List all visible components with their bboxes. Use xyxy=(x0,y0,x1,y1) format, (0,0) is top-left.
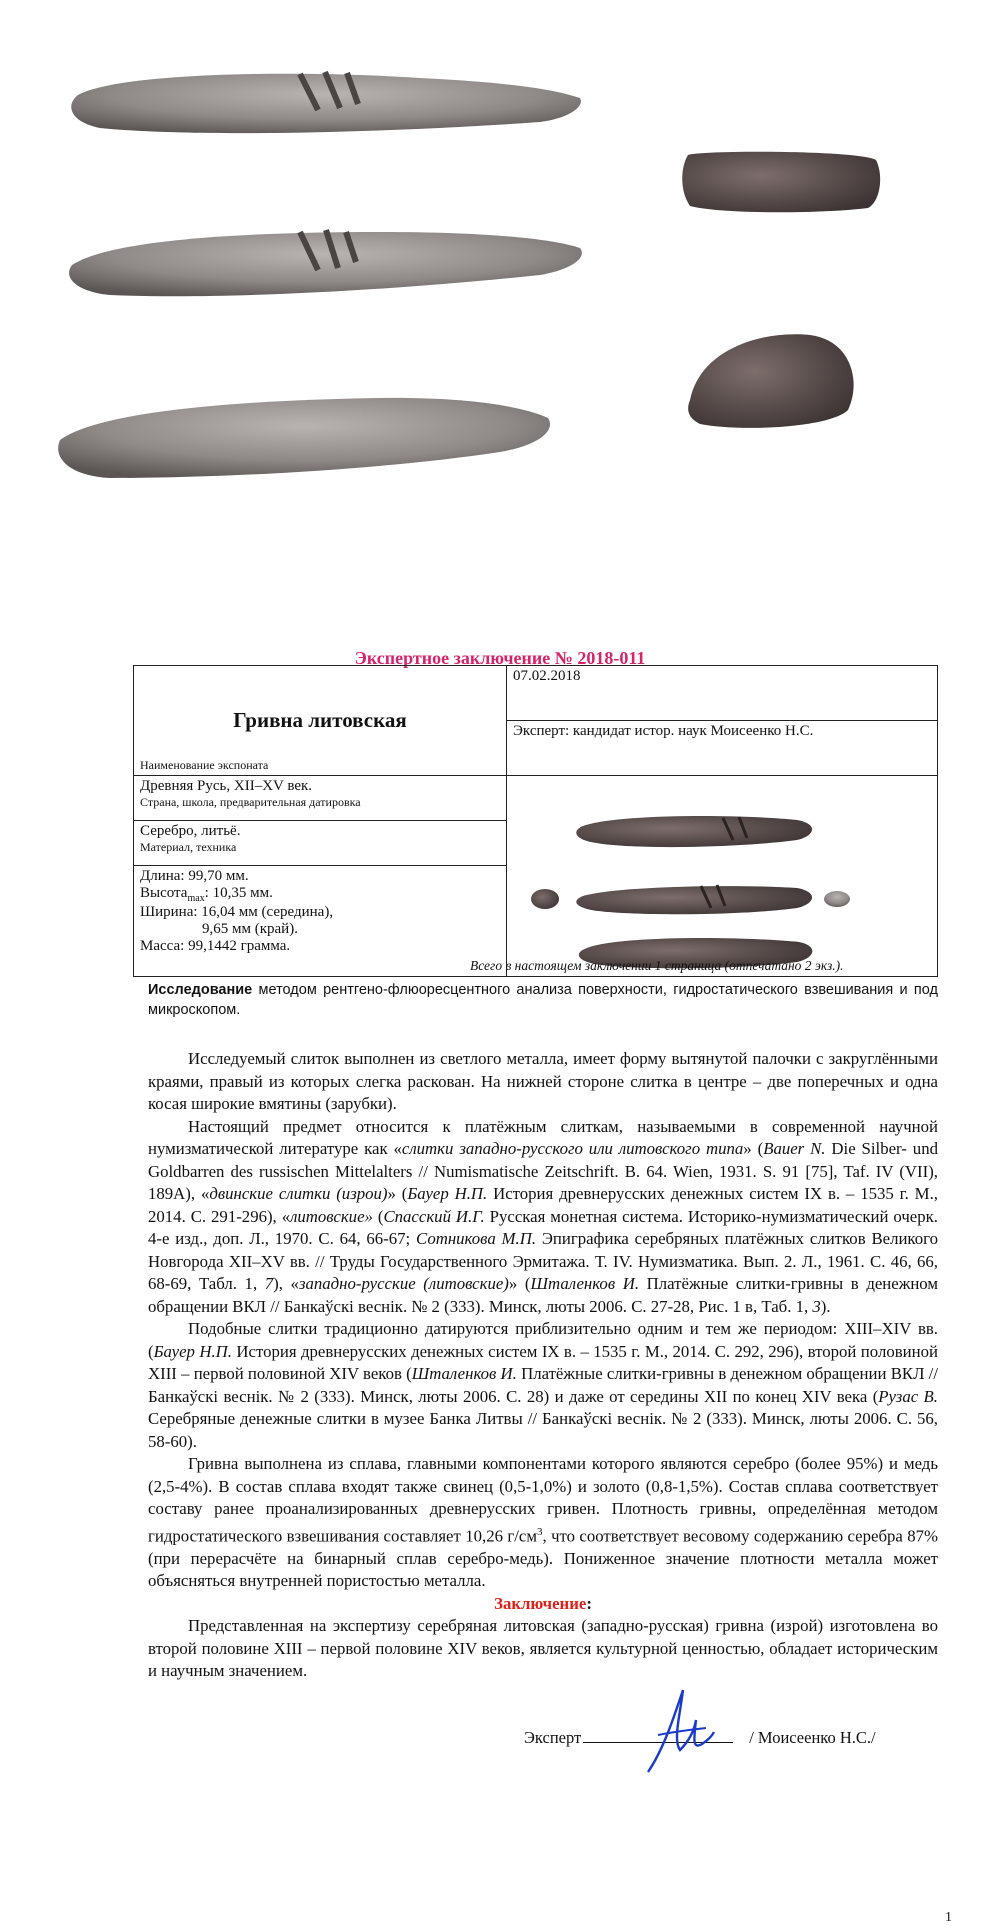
item-name: Гривна литовская xyxy=(233,708,407,732)
paragraph-dating: Подобные слитки традиционно датируются приблизительно одним и тем же периодом: XIII–XIV вв. (Бауер Н.П. История древнерусских денежных систем IX в. – 1535 г. М., 2014. С. 292, 296), второй половиной XIII – первой половиной XIV веков (Шталенков И. Платёжные слитки-гривны в денежном обращении ВКЛ // Банкаўскі веснік. № 2 (333). Минск, люты 2006. С. 28) и даже от середины XII по конец XIV века (Рузас В. Серебряные денежные слитки в музее Банка Литвы // Банкаўскі веснік. № 2 (333). Минск, люты 2006. С. 56, 58-60). xyxy=(148,1319,938,1451)
ingot-photographs xyxy=(0,0,1000,560)
ingot-bottom-view xyxy=(58,398,550,478)
paragraph-composition: Гривна выполнена из сплава, главными компонентами которого являются серебро (более 95%) и медь (2,5-4%). В состав сплава входят также свинец (0,5-1,0%) и золото (0,8-1,5%). Состав сплава соответствует составу ранее проанализированных древнерусских гривен. Плотность гривны, определённая методом гидростатического взвешивания составляет 10,26 $г/см^3$, что соответствует весовому содержанию серебра 87% (при перерасчёте на бинарный сплав серебро-медь). Пониженное значение плотности металла может объясняться внутренней пористостью металла. xyxy=(148,1454,938,1591)
item-card xyxy=(133,665,938,977)
expert-line: Эксперт: кандидат истор. наук Моисеенко Н.С. xyxy=(507,721,938,776)
item-name-caption: Наименование экспоната xyxy=(140,758,269,772)
pages-note: Всего в настоящем заключении 1 страница (отпечатано 2 экз.). xyxy=(470,958,844,973)
item-origin: Древняя Русь, XII–XV век. xyxy=(140,778,313,794)
handwritten-signature xyxy=(628,1680,718,1780)
ingot-end-view xyxy=(682,152,880,213)
item-origin-caption: Страна, школа, предварительная датировка xyxy=(140,795,361,809)
document-body xyxy=(148,1048,938,1683)
item-width: Ширина: 16,04 мм (середина), xyxy=(140,903,334,920)
item-height: Высота$_{max}$: 10,35 мм. xyxy=(140,884,273,904)
item-length: Длина: 99,70 мм. xyxy=(140,867,249,884)
ingot-cross-section xyxy=(688,334,853,428)
ingot-top-view xyxy=(71,72,581,133)
research-method: Исследование методом рентгено-флюоресцентного анализа поверхности, гидростатического взвешивания и под микроскопом. xyxy=(148,982,938,1018)
document-title: Экспертное заключение № 2018-011 xyxy=(354,648,646,668)
document-date: 07.02.2018 xyxy=(507,666,938,721)
paragraph-classification: Настоящий предмет относится к платёжным слиткам, называемыми в современной научной нумизматической литературе как «слитки западно-русского или литовского типа» (Bauer N. Die Silber- und Goldbarren des russischen Mittelalters // Numismatische Zeitschrift. B. 64. Wien, 1931. S. 91 [75], Taf. IV (VII), 189A), «двинские слитки (изрои)» (Бауер Н.П. История древнерусских денежных систем IX в. – 1535 г. М., 2014. С. 291-296), «литовские» (Спасский И.Г. Русская монетная система. Историко-нумизматический очерк. 4-е изд., доп. Л., 1970. С. 64, 66-67; Сотникова М.П. Эпиграфика серебряных платёжных слитков Великого Новгорода XII–XV вв. // Труды Государственного Эрмитажа. Т. IV. Нумизматика. Вып. 2. Л., 1961. С. 46, 66, 68-69, Табл. 1, 7), «западно-русские (литовские)» (Шталенков И. Платёжные слитки-гривны в денежном обращении ВКЛ // Банкаўскі веснік. № 2 (333). Минск, люты 2006. С. 27-28, Рис. 1 в, Таб. 1, 3). xyxy=(148,1116,938,1316)
signature-label: Эксперт xyxy=(524,1728,582,1747)
page-number: 1 xyxy=(945,1910,952,1925)
paragraph-description: Исследуемый слиток выполнен из светлого металла, имеет форму вытянутой палочки с закруглёнными краями, правый из которых слегка раскован. На нижней стороне слитка в центре – две поперечных и одна косая широкие вмятины (зарубки). xyxy=(148,1049,938,1113)
conclusion-heading: Заключение: xyxy=(494,1593,592,1613)
ingot-side-view xyxy=(69,230,582,296)
ingot-thumbnail-photo xyxy=(507,776,937,976)
item-width-edge: 9,65 мм (край). xyxy=(202,920,298,937)
item-material-caption: Материал, техника xyxy=(140,839,237,854)
item-mass: Масса: 99,1442 грамма. xyxy=(140,937,291,954)
item-material: Серебро, литьё. xyxy=(140,822,241,839)
paragraph-conclusion: Представленная на экспертизу серебряная литовская (западно-русская) гривна (изрой) изготовлена во второй половине XIII – первой половине XIV веков, является культурной ценностью, обладает историческим и научным значением. xyxy=(148,1616,938,1681)
signature-name: / Моисеенко Н.С./ xyxy=(749,1728,876,1747)
